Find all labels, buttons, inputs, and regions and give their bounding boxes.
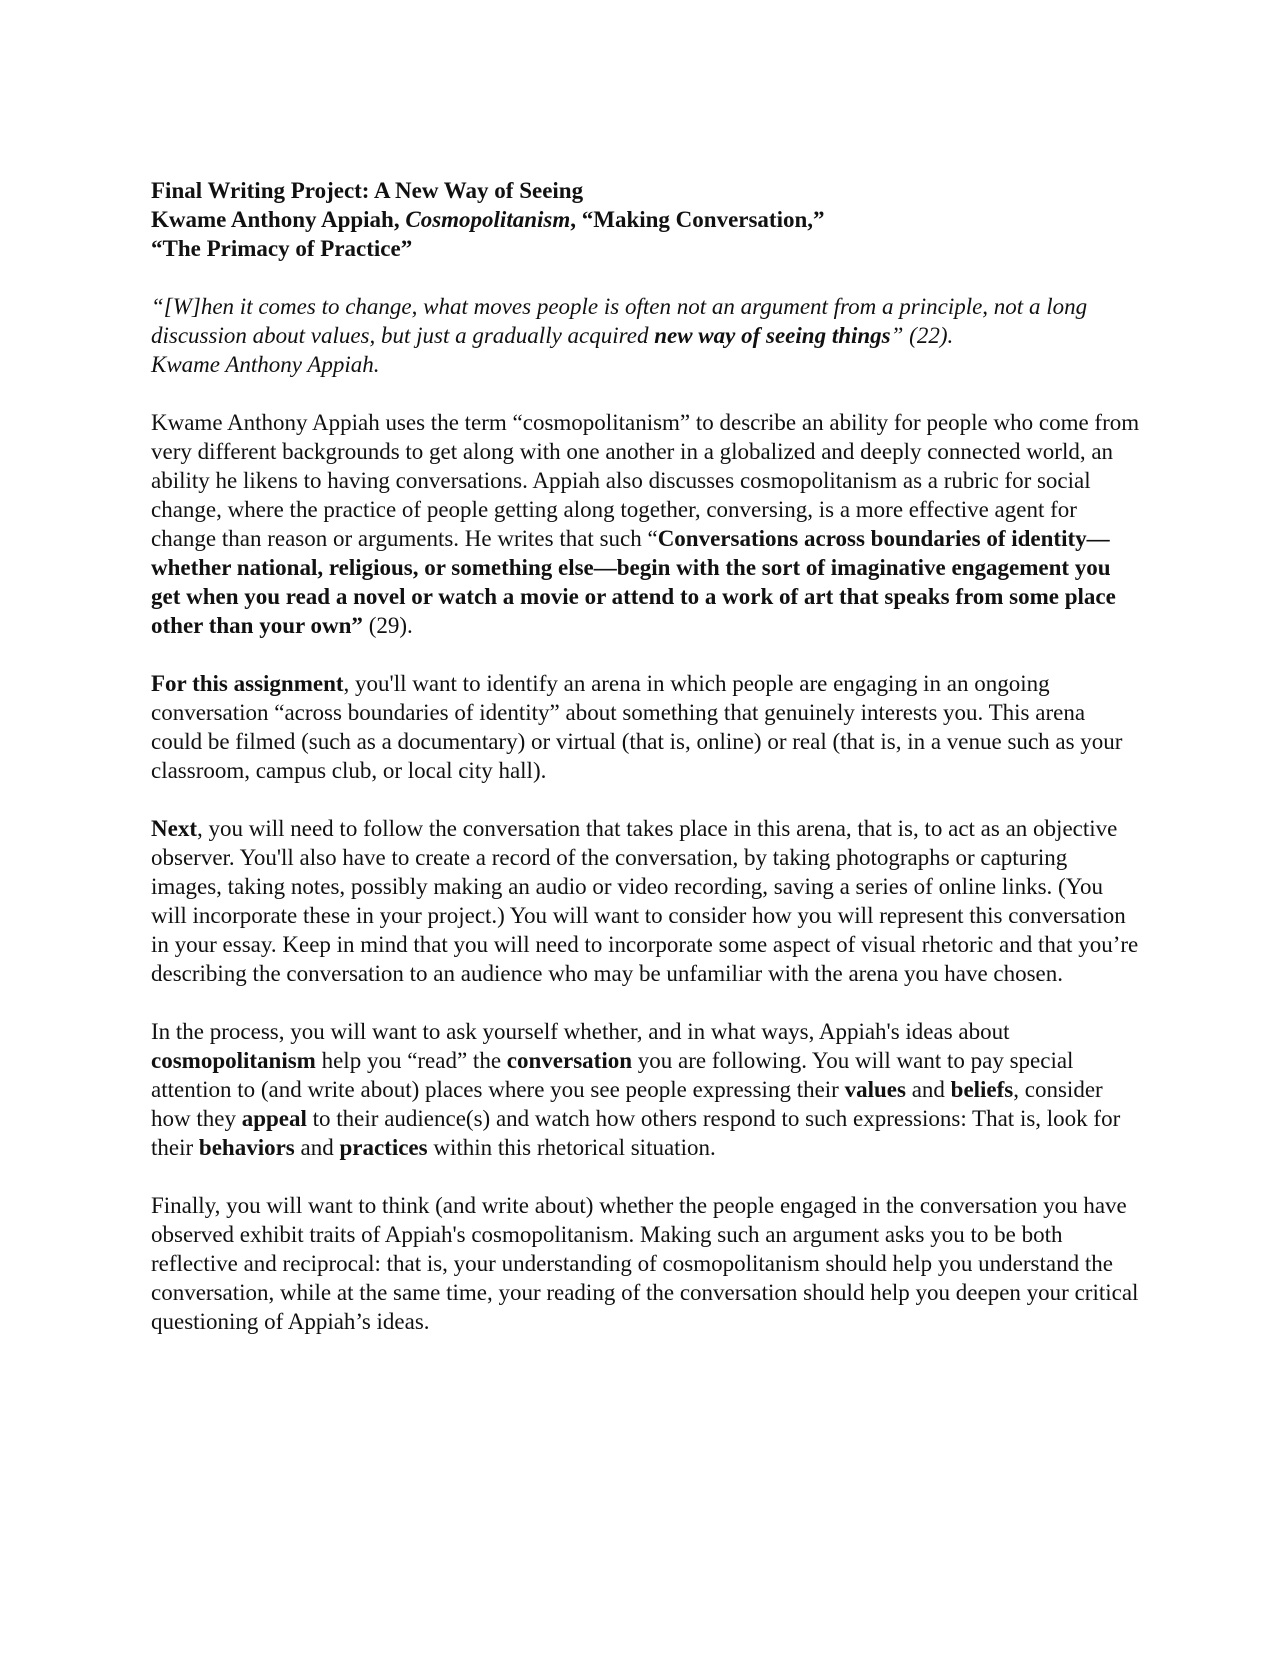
chapter-title-2: “The Primacy of Practice” <box>151 236 413 261</box>
document-page <box>151 176 1141 1336</box>
process-term-cosmopolitanism: cosmopolitanism <box>151 1048 316 1073</box>
process-term-values: values <box>844 1077 906 1102</box>
document-heading <box>151 176 1141 263</box>
next-lead: Next <box>151 816 197 841</box>
process-term-beliefs: beliefs <box>950 1077 1014 1102</box>
process-term-conversation: conversation <box>506 1048 633 1073</box>
finally-paragraph: Finally, you will want to think (and write about) whether the people engaged in the conversation you have observed exhibit traits of Appiah's cosmopolitanism. Making such an argument asks you to be both reflective and reciprocal: that is, your understanding of cosmopolitanism should help you understand the conversation, while at the same time, your reading of the conversation should help you deepen your critical questioning of Appiah’s ideas. <box>151 1193 1139 1334</box>
process-text-6: to their audience(s) and watch how others respond to such expressions: That is, look for their <box>151 1106 1121 1160</box>
assignment-text: , you'll want to identify an arena in which people are engaging in an ongoing conversation “across boundaries of identity” about something that genuinely interests you. This arena could be filmed (such as a documentary) or virtual (that is, online) or real (that is, in a venue such as your classroom, campus club, or local city hall). <box>151 671 1123 783</box>
process-text-3: you are following. You will want to pay special attention to (and write about) places where you see people expressing their <box>151 1048 1074 1102</box>
epigraph-attribution: Kwame Anthony Appiah. <box>151 352 380 377</box>
epigraph-text: “[W]hen it comes to change, what moves people is often not an argument from a principle, not a long discussion about values, but just a gradually acquired <box>151 294 1088 348</box>
assignment-lead: For this assignment <box>151 671 344 696</box>
process-text-4: and <box>905 1077 951 1102</box>
intro-citation: (29). <box>362 613 413 638</box>
next-paragraph <box>151 814 1141 988</box>
process-term-appeal: appeal <box>241 1106 307 1131</box>
project-title: Final Writing Project: A New Way of Seeing <box>151 178 584 203</box>
epigraph-citation: ” (22). <box>890 323 954 348</box>
epigraph-emphasis: new way of seeing things <box>654 323 891 348</box>
author-name: Kwame Anthony Appiah, <box>151 207 406 232</box>
process-text-7: and <box>294 1135 340 1160</box>
process-text-2: help you “read” the <box>315 1048 507 1073</box>
process-term-behaviors: behaviors <box>198 1135 295 1160</box>
book-title: Cosmopolitanism <box>405 207 571 232</box>
reading-citation <box>151 205 1141 234</box>
process-paragraph <box>151 1017 1141 1162</box>
assignment-paragraph <box>151 669 1141 785</box>
process-term-practices: practices <box>339 1135 428 1160</box>
intro-quote: Conversations across boundaries of identity—whether national, religious, or something else—begin with the sort of imaginative engagement you get when you read a novel or watch a movie or attend to a work of art that speaks from some place other than your own” <box>151 526 1116 638</box>
intro-text: Kwame Anthony Appiah uses the term “cosmopolitanism” to describe an ability for people who come from very different backgrounds to get along with one another in a globalized and deeply connected world, an ability he likens to having conversations. Appiah also discusses cosmopolitanism as a rubric for social change, where the practice of people getting along together, conversing, is a more effective agent for change than reason or arguments. He writes that such “ <box>151 410 1140 551</box>
next-text: , you will need to follow the conversation that takes place in this arena, that is, to act as an objective observer. You'll also have to create a record of the conversation, by taking photographs or capturing images, taking notes, possibly making an audio or video recording, saving a series of online links. (You will incorporate these in your project.) You will want to consider how you will represent this conversation in your essay. Keep in mind that you will need to incorporate some aspect of visual rhetoric and that you’re describing the conversation to an audience who may be unfamiliar with the arena you have chosen. <box>151 816 1139 986</box>
intro-paragraph <box>151 408 1141 640</box>
process-text-8: within this rhetorical situation. <box>427 1135 716 1160</box>
epigraph <box>151 292 1141 379</box>
process-text-5: , consider how they <box>151 1077 1103 1131</box>
process-text-1: In the process, you will want to ask yourself whether, and in what ways, Appiah's ideas about <box>151 1019 1010 1044</box>
chapter-title: , “Making Conversation,” <box>570 207 825 232</box>
